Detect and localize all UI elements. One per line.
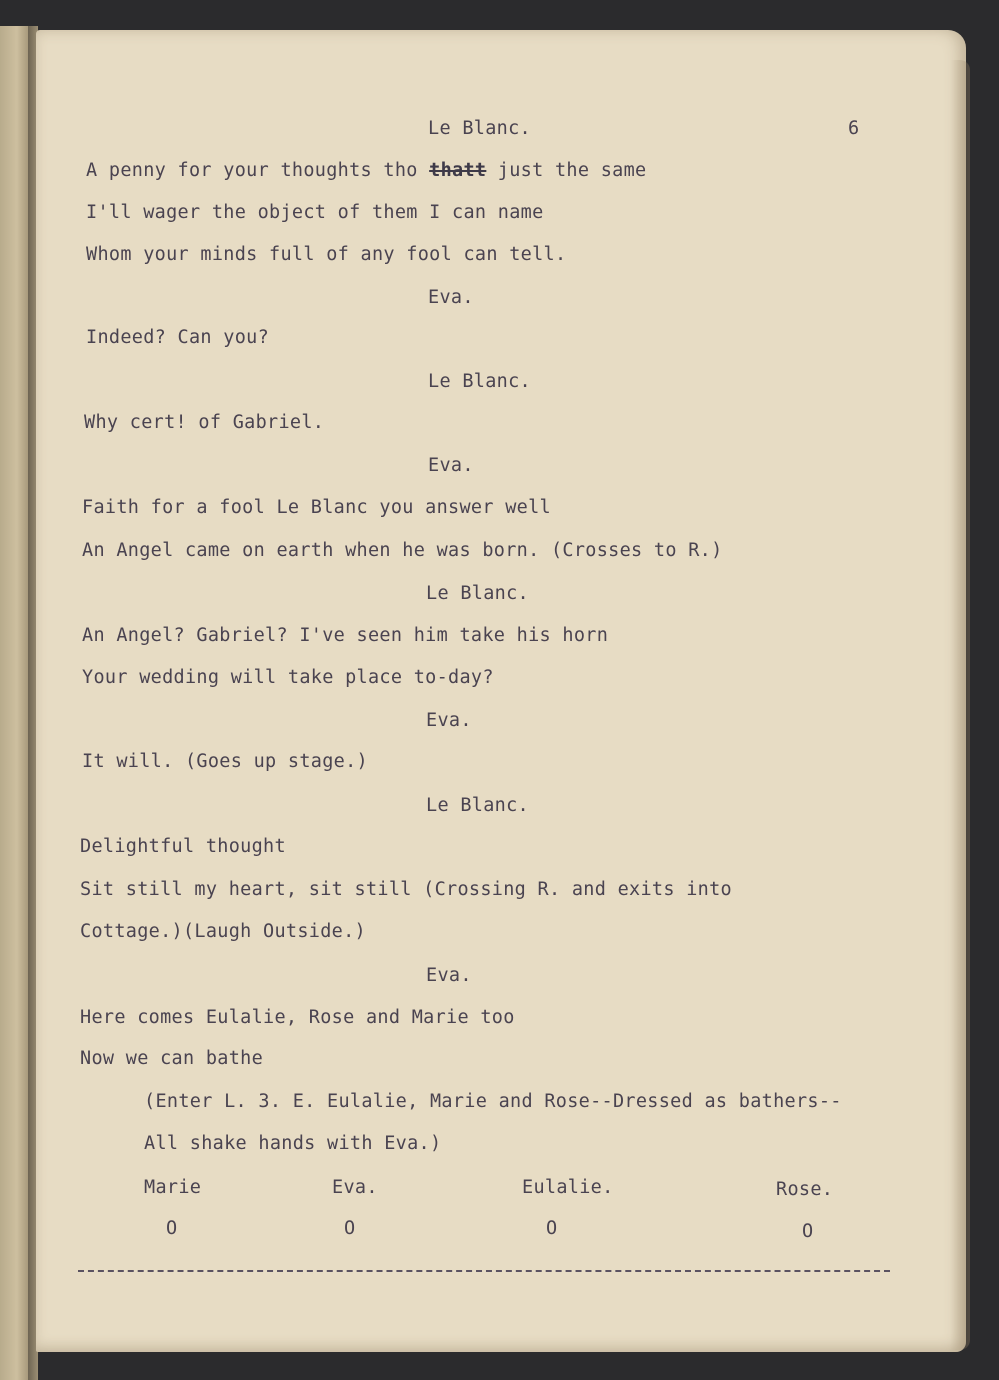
dialogue-line: An Angel came on earth when he was born. (Crosses to R.) [82,540,723,561]
speaker-eva: Eva. [428,455,474,476]
position-mark-eulalie: O [546,1218,558,1239]
dialogue-line: Your wedding will take place to-day? [82,667,494,688]
speaker-le-blanc: Le Blanc. [426,795,529,816]
dialogue-line: Delightful thought [80,836,286,857]
position-mark-eva: O [344,1218,356,1239]
dialogue-line: It will. (Goes up stage.) [82,751,368,772]
dialogue-line: Here comes Eulalie, Rose and Marie too [80,1007,515,1028]
dialogue-line: Now we can bathe [80,1048,264,1069]
dialogue-line: An Angel? Gabriel? I've seen him take his horn [82,625,609,646]
position-label-eulalie: Eulalie. [522,1177,614,1198]
dashed-divider [78,1270,890,1272]
dialogue-line: Why cert! of Gabriel. [84,412,325,433]
previous-page-edge [0,26,28,1380]
position-label-rose: Rose. [776,1179,834,1200]
speaker-le-blanc: Le Blanc. [428,118,531,139]
dialogue-line: Faith for a fool Le Blanc you answer well [82,497,551,518]
dialogue-line: Whom your minds full of any fool can tell. [86,244,567,265]
page-curl-shadow [950,60,970,1350]
speaker-le-blanc: Le Blanc. [426,583,529,604]
position-label-marie: Marie [144,1177,202,1198]
dialogue-line: A penny for your thoughts tho thatt just the same [86,160,647,181]
dialogue-line: Indeed? Can you? [86,327,270,348]
position-mark-rose: O [802,1221,814,1242]
stage-direction: (Enter L. 3. E. Eulalie, Marie and Rose--Dressed as bathers-- [144,1091,842,1112]
speaker-eva: Eva. [428,287,474,308]
stage-direction: All shake hands with Eva.) [144,1133,442,1154]
struck-out-word: thatt [429,160,487,181]
dialogue-line: I'll wager the object of them I can name [86,202,544,223]
speaker-le-blanc: Le Blanc. [428,371,531,392]
page-number: 6 [848,118,860,139]
position-mark-marie: O [166,1218,178,1239]
speaker-eva: Eva. [426,710,472,731]
dialogue-line: Cottage.)(Laugh Outside.) [80,921,366,942]
speaker-eva: Eva. [426,965,472,986]
position-label-eva: Eva. [332,1177,378,1198]
dialogue-line: Sit still my heart, sit still (Crossing R. and exits into [80,879,732,900]
